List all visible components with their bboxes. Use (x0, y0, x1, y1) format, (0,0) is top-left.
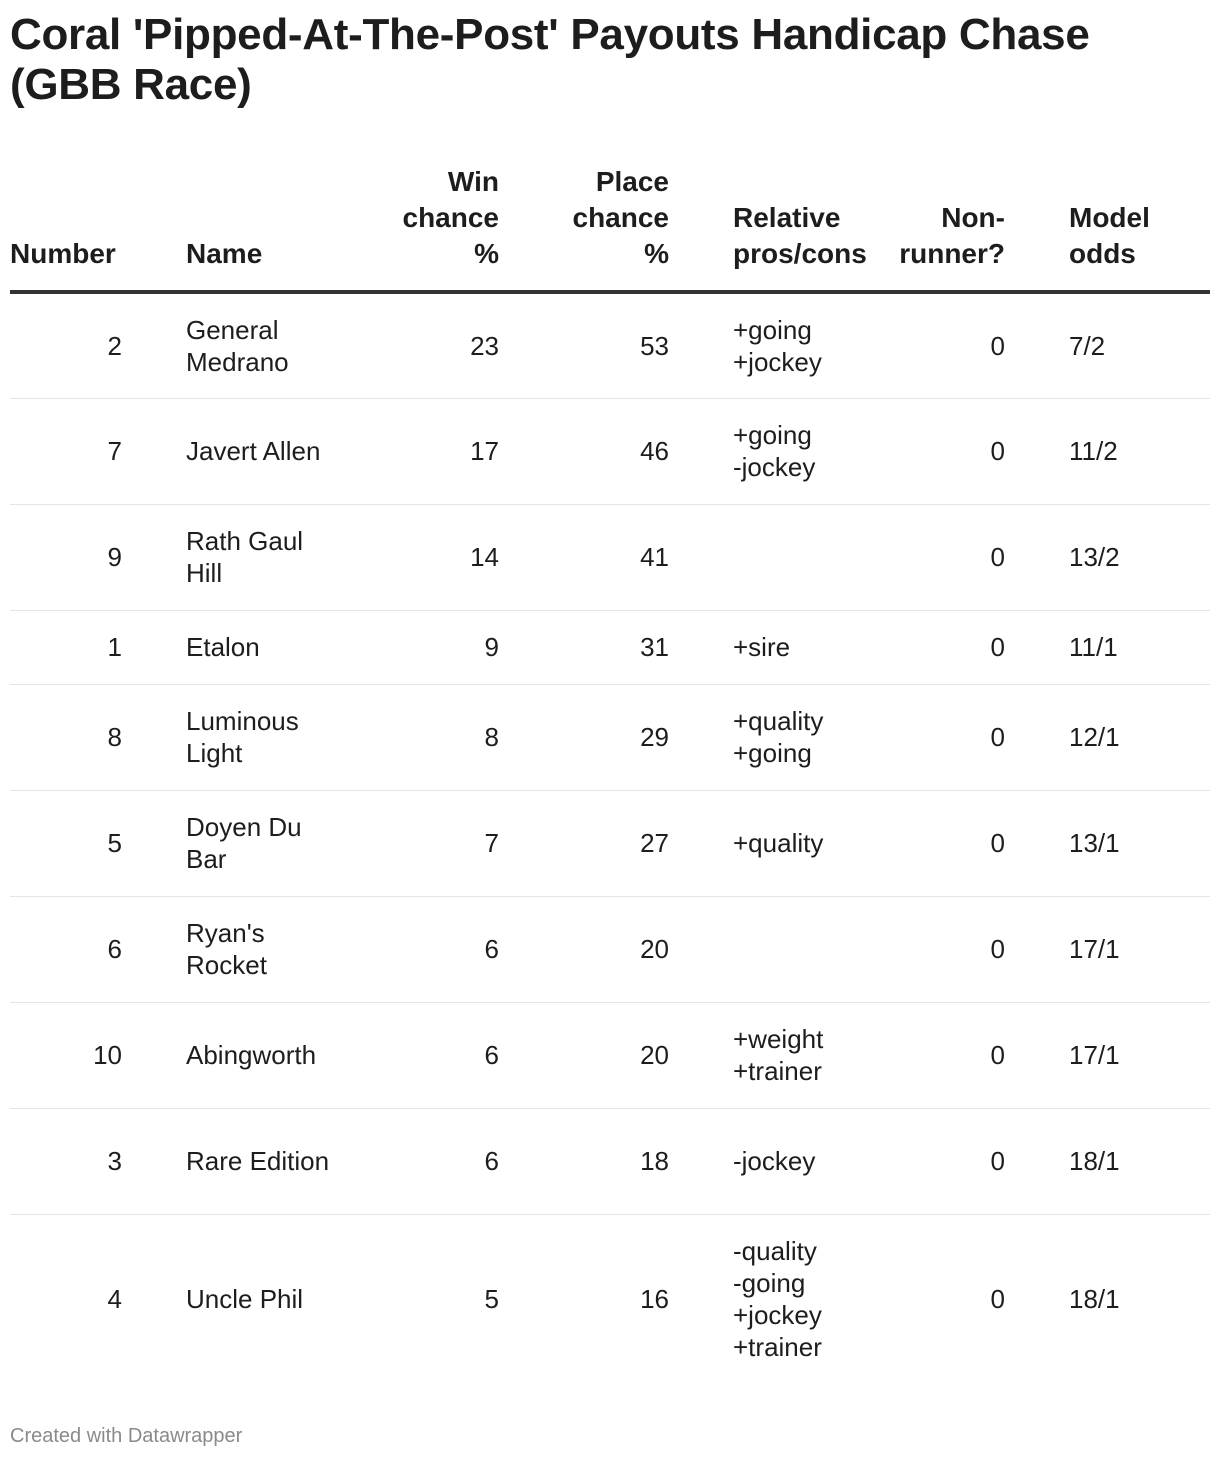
cell-non-runner: 0 (990, 1284, 1005, 1315)
cell-model-odds: 17/1 (1005, 1002, 1210, 1108)
pros-cons-item: -going (733, 1268, 806, 1299)
cell-model-odds: 13/1 (1005, 790, 1210, 896)
pros-cons-item: +quality (733, 706, 824, 736)
cell-number: 10 (10, 1002, 154, 1108)
cell-pros-cons (669, 1002, 854, 1108)
pros-cons-item: +jockey (733, 1300, 822, 1331)
cell-place-chance: 16 (640, 1284, 669, 1315)
horse-name: Luminous Light (186, 706, 299, 768)
cell-win-chance: 6 (354, 896, 499, 1002)
header-place-chance: Place chance % (499, 164, 669, 292)
pros-cons-item: +weight (733, 1024, 824, 1054)
pros-cons-item: -jockey (733, 1146, 816, 1176)
cell-model-odds: 17/1 (1005, 896, 1210, 1002)
header-model-odds: Model odds (1005, 164, 1210, 292)
header-win-chance: Win chance % (354, 164, 499, 292)
cell-win-chance: 9 (354, 610, 499, 684)
cell-pros-cons (669, 684, 854, 790)
cell-non-runner: 0 (854, 1002, 1005, 1108)
cell-model-odds: 18/1 (1005, 1108, 1210, 1214)
horse-name: Doyen Du Bar (186, 812, 302, 874)
horse-name: Rath Gaul Hill (186, 526, 304, 588)
cell-model-odds: 7/2 (1005, 292, 1210, 398)
table-row (10, 896, 1210, 1002)
cell-non-runner: 0 (854, 610, 1005, 684)
cell-non-runner: 0 (854, 398, 1005, 504)
cell-name (154, 684, 354, 790)
table-row (10, 398, 1210, 504)
cell-pros-cons (669, 398, 854, 504)
cell-place-chance: 27 (499, 790, 669, 896)
table-row (10, 1214, 1210, 1384)
cell-pros-cons (669, 504, 854, 610)
cell-name (154, 1002, 354, 1108)
cell-non-runner: 0 (854, 896, 1005, 1002)
table-row (10, 292, 1210, 398)
cell-pros-cons (669, 790, 854, 896)
cell-model-odds: 11/2 (1005, 398, 1210, 504)
cell-pros-cons (669, 292, 854, 398)
cell-pros-cons (669, 896, 854, 1002)
cell-place-chance: 53 (499, 292, 669, 398)
cell-model-odds: 13/2 (1005, 504, 1210, 610)
cell-number: 7 (10, 398, 154, 504)
cell-pros-cons (669, 610, 854, 684)
cell-win-chance: 6 (354, 1108, 499, 1214)
cell-place-chance: 20 (499, 1002, 669, 1108)
cell-place-chance: 20 (499, 896, 669, 1002)
table-row (10, 790, 1210, 896)
pros-cons-item: +jockey (733, 346, 822, 377)
cell-name (154, 896, 354, 1002)
cell-win-chance: 8 (354, 684, 499, 790)
horse-name: Abingworth (186, 1040, 317, 1070)
cell-non-runner: 0 (854, 292, 1005, 398)
cell-number: 3 (10, 1108, 154, 1214)
pros-cons-item: -jockey (733, 452, 816, 482)
pros-cons-item: +trainer (733, 1056, 822, 1086)
cell-non-runner: 0 (854, 684, 1005, 790)
table-row (10, 1002, 1210, 1108)
cell-name (154, 610, 354, 684)
horse-name: Javert Allen (186, 436, 321, 466)
cell-name (154, 292, 354, 398)
table-row (10, 1108, 1210, 1214)
header-pros-cons: Relative pros/cons (669, 164, 854, 292)
cell-name (154, 1214, 354, 1384)
cell-number: 4 (107, 1284, 122, 1315)
pros-cons-item: +going (733, 314, 812, 345)
cell-model-odds: 18/1 (1069, 1284, 1120, 1315)
header-row (10, 164, 1210, 292)
cell-win-chance: 14 (354, 504, 499, 610)
pros-cons-item: +going (733, 420, 812, 450)
table-body (10, 292, 1210, 1384)
pros-cons-item: -quality (733, 1236, 817, 1267)
cell-place-chance: 41 (499, 504, 669, 610)
horse-name: Ryan's Rocket (186, 918, 267, 980)
table-row (10, 610, 1210, 684)
cell-number: 9 (10, 504, 154, 610)
chart-title: Coral 'Pipped-At-The-Post' Payouts Handicap Chase (GBB Race) (10, 10, 1090, 109)
cell-model-odds: 11/1 (1005, 610, 1210, 684)
header-name: Name (154, 164, 354, 292)
cell-number: 2 (10, 292, 154, 398)
horse-name: Uncle Phil (186, 1284, 304, 1315)
horse-name: Rare Edition (186, 1146, 330, 1176)
table-row (10, 684, 1210, 790)
cell-name (154, 1108, 354, 1214)
horse-name: General Medrano (186, 314, 289, 377)
cell-model-odds: 12/1 (1005, 684, 1210, 790)
horse-name: Etalon (186, 632, 260, 662)
cell-non-runner: 0 (854, 1108, 1005, 1214)
cell-place-chance: 46 (499, 398, 669, 504)
cell-name (154, 398, 354, 504)
cell-number: 1 (10, 610, 154, 684)
cell-non-runner: 0 (854, 790, 1005, 896)
cell-win-chance: 17 (354, 398, 499, 504)
cell-pros-cons (669, 1108, 854, 1214)
pros-cons-item: +quality (733, 828, 824, 858)
credit-text: Created with Datawrapper (10, 1425, 243, 1447)
cell-place-chance: 31 (499, 610, 669, 684)
header-non-runner: Non-runner? (854, 164, 1005, 292)
cell-win-chance: 7 (354, 790, 499, 896)
header-number: Number (10, 164, 154, 292)
cell-non-runner: 0 (854, 504, 1005, 610)
cell-name (154, 790, 354, 896)
pros-cons-item: +trainer (733, 1332, 822, 1363)
cell-number: 8 (10, 684, 154, 790)
pros-cons-item: +sire (733, 632, 791, 662)
cell-place-chance: 18 (499, 1108, 669, 1214)
cell-name (154, 504, 354, 610)
odds-table (10, 164, 1210, 1384)
cell-win-chance: 23 (354, 292, 499, 398)
cell-number: 6 (10, 896, 154, 1002)
cell-place-chance: 29 (499, 684, 669, 790)
cell-win-chance: 5 (484, 1284, 499, 1315)
cell-win-chance: 6 (354, 1002, 499, 1108)
pros-cons-item: +going (733, 738, 812, 768)
table-row (10, 504, 1210, 610)
cell-pros-cons (669, 1214, 854, 1384)
cell-number: 5 (10, 790, 154, 896)
